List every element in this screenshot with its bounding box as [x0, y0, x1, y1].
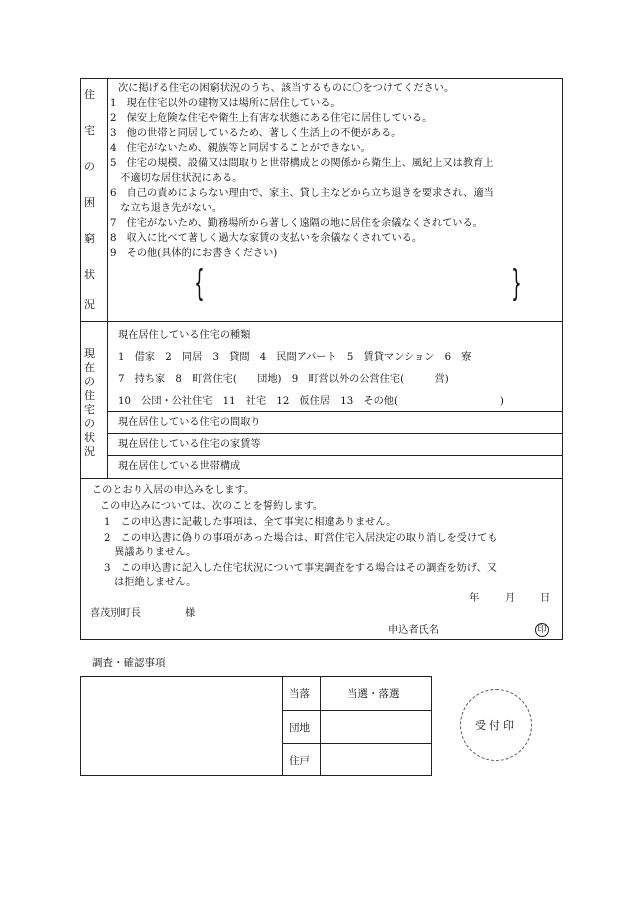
pledge-item-2: 2 この申込書に偽りの事項があった場合は、町営住宅入居決定の取り消しを受けても: [104, 533, 498, 544]
row-divider: [107, 411, 563, 412]
housing-difficulty-intro: 次に掲げる住宅の困窮状況のうち、該当するものに〇をつけてください。: [118, 83, 455, 94]
date-year[interactable]: 年: [469, 593, 480, 604]
pledge-item-3: 3 この申込書に記入した住宅状況について事実調査をする場合はその調査を妨げ、又: [104, 563, 497, 574]
table-divider: [320, 676, 321, 776]
difficulty-item-9[interactable]: 9 その他(具体的にお書きください): [110, 248, 278, 259]
difficulty-item-8[interactable]: 8 収入に比べて著しく過大な家賃の支払いを余儀なくされている。: [110, 233, 423, 244]
difficulty-item-3[interactable]: 3 他の世帯と同居しているため、著しく生活上の不便がある。: [110, 128, 402, 139]
table-divider: [282, 676, 283, 776]
difficulty-item-6[interactable]: 6 自己の責めによらない理由で、家主、貸し主などから立ち退きを要求され、適当: [110, 188, 494, 199]
section-divider: [107, 78, 108, 322]
applicant-name-field[interactable]: [446, 620, 528, 636]
addressee-honorific: 様: [185, 608, 196, 619]
difficulty-item-6-cont: な立ち退き先がない。: [110, 203, 223, 214]
difficulty-item-4[interactable]: 4 住宅がないため、親族等と同居することができない。: [110, 143, 371, 154]
table-divider: [282, 710, 432, 711]
reception-stamp: [460, 689, 532, 761]
pledge-item-1: 1 この申込書に記載した事項は、全て事実に相違ありません。: [104, 517, 397, 528]
pledge-item-2-cont: 異議ありません。: [104, 547, 197, 558]
other-details-field[interactable]: [206, 268, 506, 304]
date-day[interactable]: 日: [540, 593, 551, 604]
housing-type-heading: 現在居住している住宅の種類: [118, 330, 251, 341]
difficulty-item-7[interactable]: 7 住宅がないため、勤務場所から著しく遠隔の地に居住を余儀なくされている。: [110, 218, 483, 229]
pledge-item-3-cont: は拒絶しません。: [104, 577, 197, 588]
pledge-line-1: このとおり入居の申込みをします。: [92, 485, 255, 496]
right-brace: }: [511, 263, 522, 304]
result-value[interactable]: 当選・落選: [347, 688, 400, 700]
difficulty-item-5-cont: 不適切な居住状況にある。: [110, 173, 243, 184]
reception-stamp-label: 受付印: [475, 719, 517, 732]
table-divider: [282, 743, 432, 744]
left-brace: {: [194, 263, 205, 304]
household-field[interactable]: 現在居住している世帯構成: [118, 461, 241, 472]
date-month[interactable]: 月: [505, 593, 516, 604]
housing-type-options-2[interactable]: 7 持ち家 8 町営住宅( 団地) 9 町営以外の公営住宅( 営): [118, 374, 449, 385]
difficulty-item-2[interactable]: 2 保安上危険な住宅や衛生上有害な状態にある住宅に居住している。: [110, 113, 433, 124]
verification-heading: 調査・確認事項: [92, 657, 166, 669]
rent-field[interactable]: 現在居住している住宅の家賃等: [118, 439, 261, 450]
pledge-line-2: この申込みについては、次のことを誓約します。: [100, 501, 324, 512]
housing-type-options-3[interactable]: 10 公団・公社住宅 11 社宅 12 仮住居 13 その他( ): [118, 396, 504, 407]
row-divider: [107, 433, 563, 434]
row-label-result: 当落: [289, 688, 310, 700]
seal-mark: 印: [535, 623, 549, 637]
applicant-name-label: 申込者氏名: [388, 625, 439, 636]
housing-type-options-1[interactable]: 1 借家 2 同居 3 貸間 4 民間アパート 5 賃貸マンション 6 寮: [118, 352, 472, 363]
addressee: 喜茂別町長: [90, 608, 141, 619]
difficulty-item-5[interactable]: 5 住宅の規模、設備又は間取りと世帯構成との関係から衛生上、風紀上又は教育上: [110, 158, 494, 169]
floorplan-field[interactable]: 現在居住している住宅の間取り: [118, 417, 261, 428]
row-label-unit: 住戸: [289, 755, 310, 767]
difficulty-item-1[interactable]: 1 現在住宅以外の建物又は場所に居住している。: [110, 98, 341, 109]
row-divider: [107, 455, 563, 456]
row-label-complex: 団地: [289, 722, 310, 734]
